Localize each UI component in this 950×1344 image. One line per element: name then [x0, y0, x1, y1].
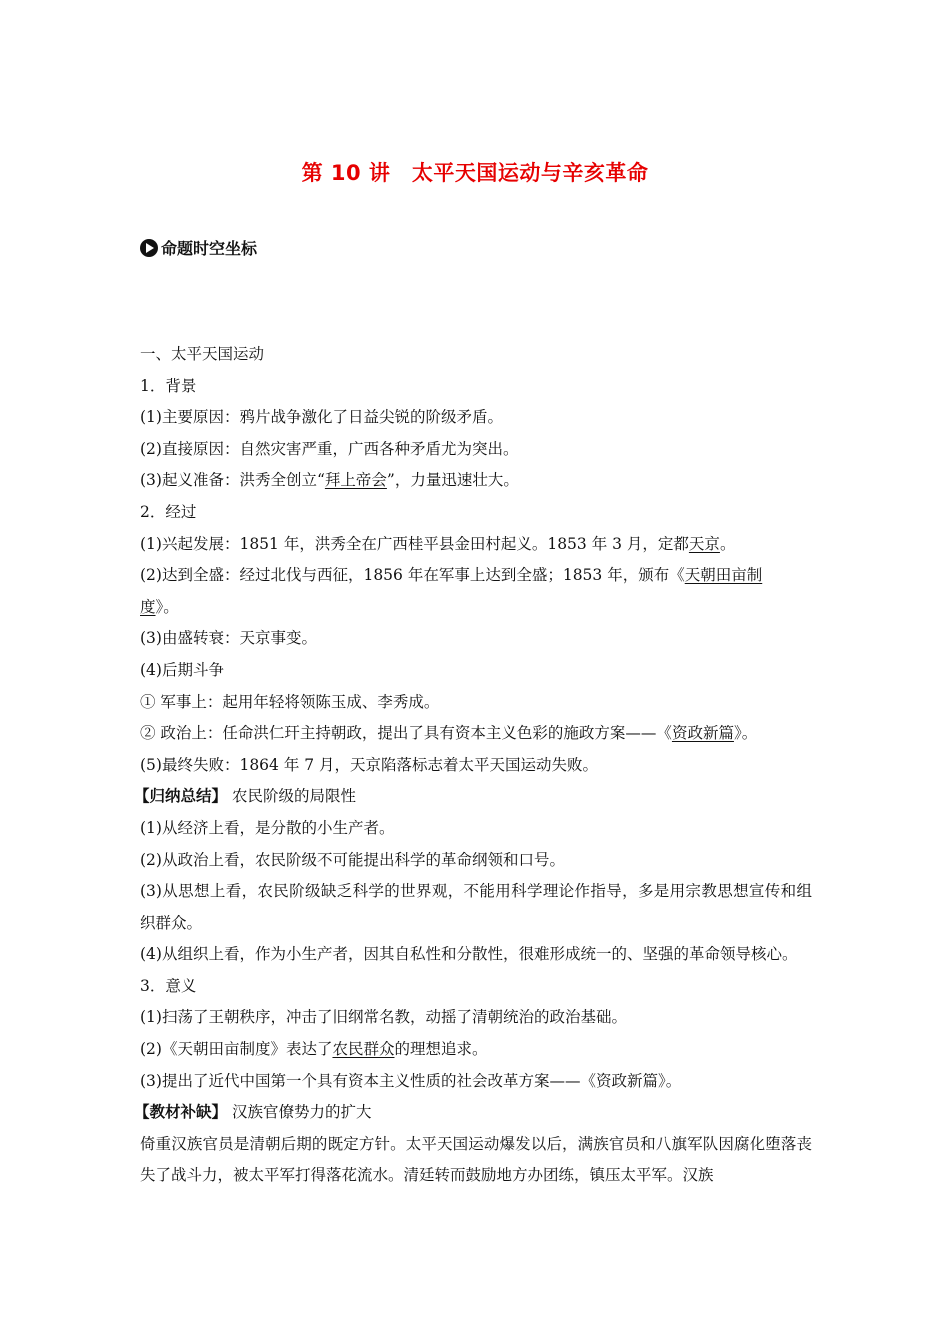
paragraph: [140, 1034, 812, 1066]
paragraph: [140, 718, 812, 750]
underlined-term: 农民群众: [332, 1040, 395, 1059]
underlined-term: 拜上帝会: [324, 471, 387, 490]
paragraph: [140, 529, 812, 561]
paragraph: (2)直接原因：自然灾害严重，广西各种矛盾尤为突出。: [140, 439, 519, 458]
paragraph: (1)扫荡了王朝秩序，冲击了旧纲常名教，动摇了清朝统治的政治基础。: [140, 1008, 627, 1027]
text-span: 。: [719, 534, 736, 553]
document-body: [134, 339, 812, 1192]
paragraph: (4)后期斗争: [140, 660, 224, 679]
paragraph: (5)最终失败：1864 年 7 月，天京陷落标志着太平天国运动失败。: [140, 755, 599, 774]
play-circle-icon: [140, 239, 158, 257]
subheading-process: 2．经过: [140, 502, 197, 521]
text-span: ”，力量迅速壮大。: [386, 471, 519, 490]
paragraph: (3)由盛转衰：天京事变。: [140, 629, 317, 648]
summary-heading: [134, 781, 812, 813]
paragraph: ① 军事上：起用年轻将领陈玉成、李秀成。: [140, 692, 440, 711]
underlined-term: 天京: [688, 534, 720, 553]
supplement-heading: [134, 1097, 812, 1129]
section-heading-label: 命题时空坐标: [161, 239, 258, 258]
text-span: 》。: [733, 724, 758, 743]
paragraph: (1)主要原因：鸦片战争激化了日益尖锐的阶级矛盾。: [140, 408, 503, 427]
heading-taiping: 一、太平天国运动: [140, 345, 265, 363]
text-span: 的理想追求。: [394, 1040, 488, 1059]
underlined-term: 度: [140, 597, 156, 616]
text-span: ② 政治上：任命洪仁玕主持朝政，提出了具有资本主义色彩的施政方案——《: [140, 724, 672, 743]
underlined-term: 天朝田亩制: [684, 566, 763, 585]
paragraph: [140, 465, 812, 497]
summary-tag: 【归纳总结】: [134, 787, 228, 806]
text-span: (2)达到全盛：经过北伐与西征，1856 年在军事上达到全盛；1853 年，颁布《: [140, 566, 685, 585]
paragraph: (4)从组织上看，作为小生产者，因其自私性和分散性，很难形成统一的、坚强的革命领导核心。: [140, 945, 798, 964]
text-span: 》。: [155, 597, 179, 616]
subheading-significance: 3．意义: [140, 976, 197, 995]
text-span: 汉族官僚势力的扩大: [227, 1103, 372, 1122]
page-title: 第 10 讲 太平天国运动与辛亥革命: [301, 161, 649, 185]
subheading-background: 1．背景: [140, 376, 197, 395]
paragraph: (2)从政治上看，农民阶级不可能提出科学的革命纲领和口号。: [140, 850, 565, 869]
supplement-tag: 【教材补缺】: [134, 1103, 228, 1122]
paragraph: (1)从经济上看，是分散的小生产者。: [140, 818, 395, 837]
text-span: (1)兴起发展：1851 年，洪秀全在广西桂平县金田村起义。1853 年 3 月，定都: [140, 534, 689, 553]
text-span: 农民阶级的局限性: [227, 787, 356, 806]
paragraph-continued: [140, 592, 812, 624]
paragraph: 倚重汉族官员是清朝后期的既定方针。太平天国运动爆发以后，满族官员和八旗军队因腐化堕落丧失了战斗力，被太平军打得落花流水。清廷转而鼓励地方办团练，镇压太平军。汉族: [140, 1134, 812, 1185]
paragraph: (3)提出了近代中国第一个具有资本主义性质的社会改革方案——《资政新篇》。: [140, 1071, 682, 1090]
text-span: (3)起义准备：洪秀全创立“: [140, 471, 325, 490]
text-span: (2)《天朝田亩制度》表达了: [140, 1040, 333, 1059]
section-heading: [140, 236, 257, 259]
paragraph: [140, 560, 812, 592]
underlined-term: 资政新篇: [671, 724, 734, 743]
paragraph: (3)从思想上看，农民阶级缺乏科学的世界观，不能用科学理论作指导，多是用宗教思想宣传和组织群众。: [140, 882, 812, 932]
